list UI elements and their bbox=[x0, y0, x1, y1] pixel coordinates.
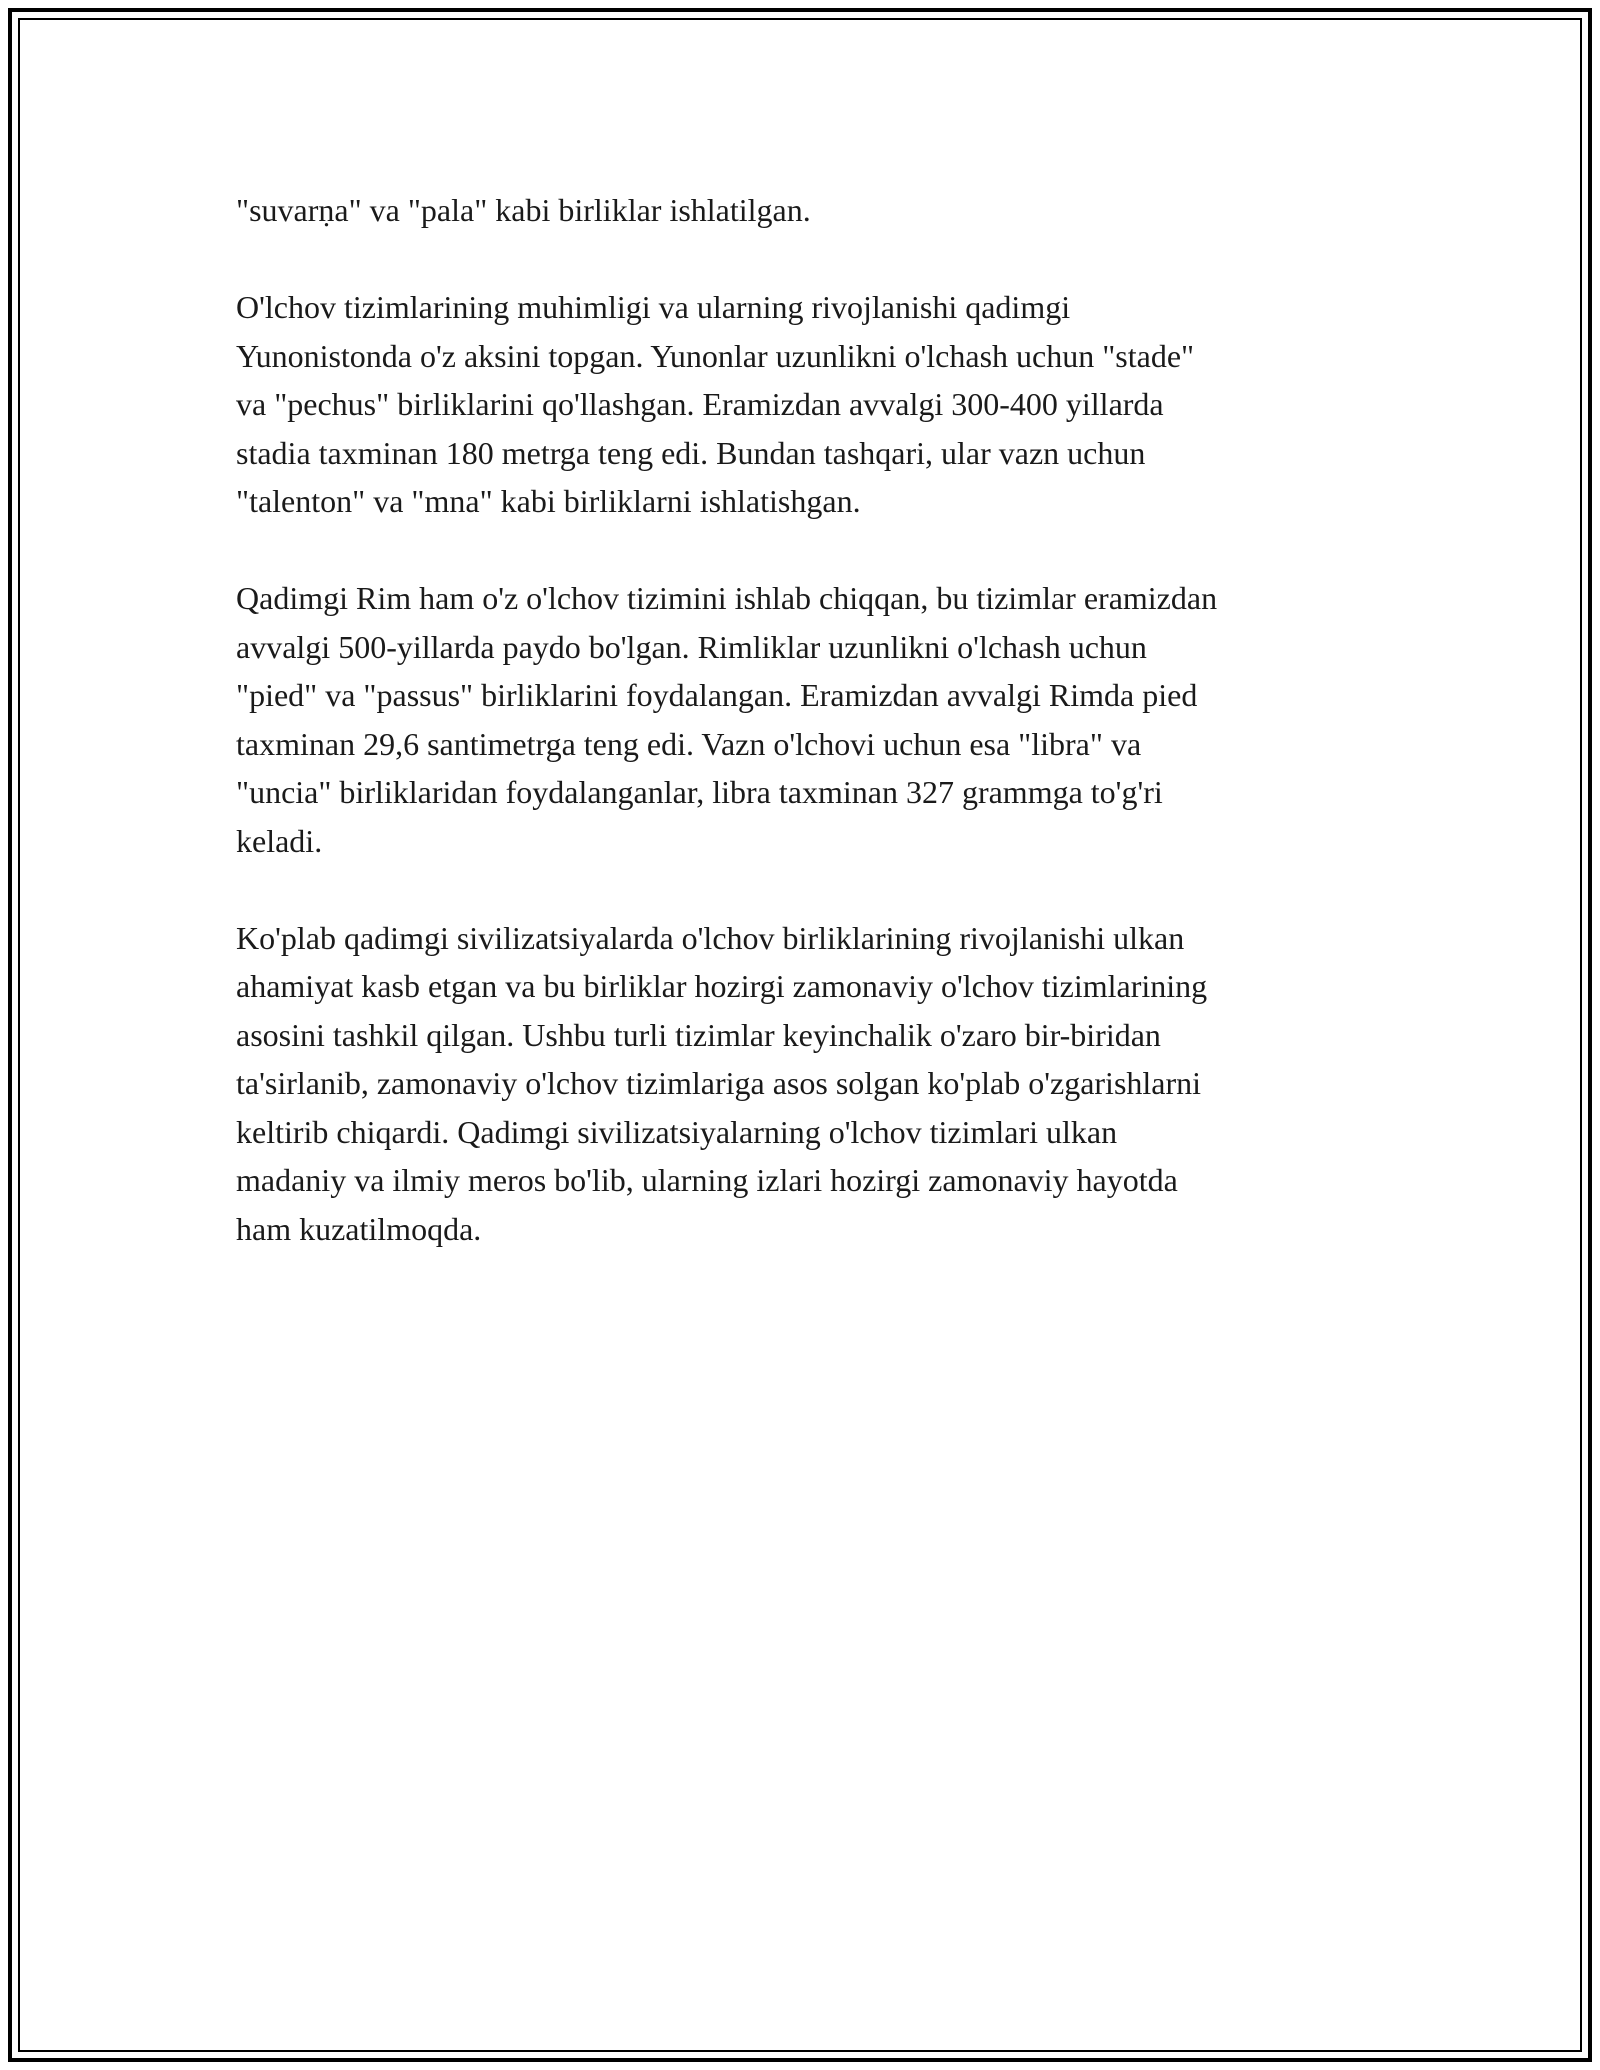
text-line: Ko'plab qadimgi sivilizatsiyalarda o'lchov birliklarining rivojlanishi ulkan bbox=[236, 919, 1185, 956]
text-line: stadia taxminan 180 metrga teng edi. Bundan tashqari, ular vazn uchun bbox=[236, 434, 1146, 471]
paragraph-3 bbox=[236, 574, 1376, 865]
text-line: "pied" va "passus" birliklarini foydalangan. Eramizdan avvalgi Rimda pied bbox=[236, 677, 1198, 713]
text-line: Yunonistonda o'z aksini topgan. Yunonlar uzunlikni o'lchash uchun "stade" bbox=[236, 337, 1195, 374]
text-line: "uncia" birliklaridan foydalanganlar, libra taxminan 327 grammga to'g'ri bbox=[236, 774, 1163, 810]
text-line: Qadimgi Rim ham o'z o'lchov tizimini ishlab chiqqan, bu tizimlar eramizdan bbox=[236, 580, 1218, 616]
text-line: va "pechus" birliklarini qo'llashgan. Eramizdan avvalgi 300-400 yillarda bbox=[236, 386, 1164, 422]
paragraph-4 bbox=[236, 914, 1376, 1254]
text-line: keladi. bbox=[236, 822, 323, 859]
text-line: madaniy va ilmiy meros bo'lib, ularning izlari hozirgi zamonaviy hayotda bbox=[236, 1162, 1178, 1198]
text-line: O'lchov tizimlarining muhimligi va ularning rivojlanishi qadimgi bbox=[236, 289, 1071, 325]
text-line: ta'sirlanib, zamonaviy o'lchov tizimlariga asos solgan ko'plab o'zgarishlarni bbox=[236, 1065, 1202, 1101]
text-line: ahamiyat kasb etgan va bu birliklar hozirgi zamonaviy o'lchov tizimlarining bbox=[236, 968, 1208, 1004]
paragraph-2 bbox=[236, 283, 1376, 526]
text-line: keltirib chiqardi. Qadimgi sivilizatsiyalarning o'lchov tizimlari ulkan bbox=[236, 1113, 1118, 1150]
text-line: ham kuzatilmoqda. bbox=[236, 1210, 482, 1247]
document-body bbox=[236, 186, 1376, 1302]
paragraph-1 bbox=[236, 186, 1376, 235]
text-line: "talenton" va "mna" kabi birliklarni ishlatishgan. bbox=[236, 483, 861, 519]
text-line: asosini tashkil qilgan. Ushbu turli tizimlar keyinchalik o'zaro bir-biridan bbox=[236, 1016, 1161, 1053]
text-line: taxminan 29,6 santimetrga teng edi. Vazn o'lchovi uchun esa "libra" va bbox=[236, 725, 1142, 762]
text-line: "suvarṇa" va "pala" kabi birliklar ishlatilgan. bbox=[236, 192, 811, 228]
text-line: avvalgi 500-yillarda paydo bo'lgan. Rimliklar uzunlikni o'lchash uchun bbox=[236, 628, 1147, 665]
